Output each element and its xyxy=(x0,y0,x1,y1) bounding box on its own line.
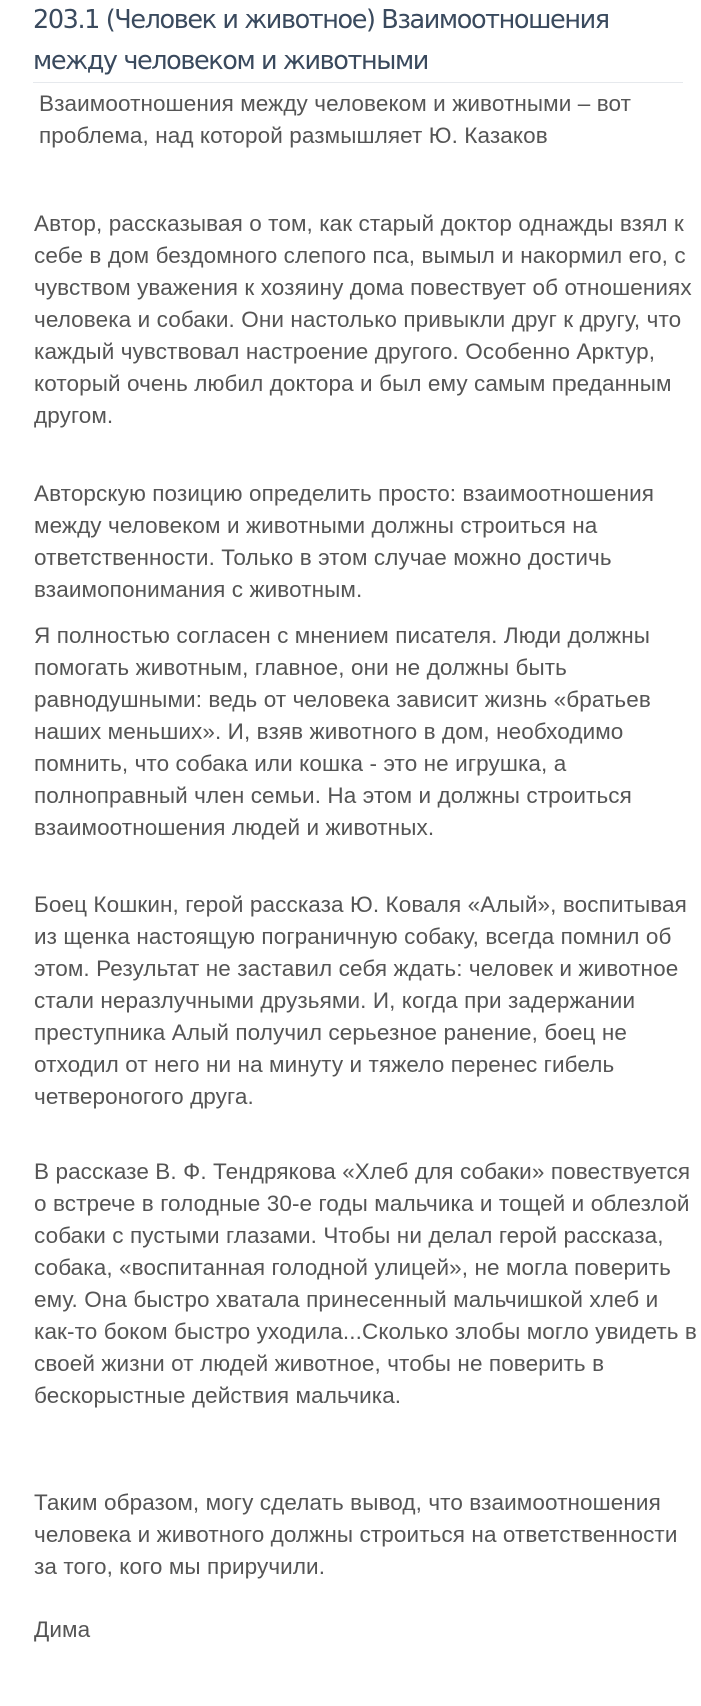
title-divider xyxy=(33,82,683,83)
article-intro: Взаимоотношения между человеком и животными – вот проблема, над которой размышляет Ю. Казаков xyxy=(39,91,632,148)
author-signature: Дима xyxy=(34,1617,91,1642)
paragraph-2: Авторскую позицию определить просто: взаимоотношения между человеком и животными должны строиться на ответственности. Только в этом случае можно достичь взаимопонимания с животным. xyxy=(34,481,655,602)
paragraph-6: Таким образом, могу сделать вывод, что взаимоотношения человека и животного должны строиться на ответственности за того, кого мы приручили. xyxy=(34,1490,678,1579)
paragraph-4: Боец Кошкин, герой рассказа Ю. Коваля «Алый», воспитывая из щенка настоящую пограничную собаку, всегда помнил об этом. Результат не заставил себя ждать: человек и животное стали неразлучными друзьями. И, когда при задержании преступника Алый получил серьезное ранение, боец не отходил от него ни на минуту и тяжело перенес гибель четвероногого друга. xyxy=(34,892,687,1109)
article-title: 203.1 (Человек и животное) Взаимоотношения между человеком и животными xyxy=(33,5,609,76)
paragraph-1: Автор, рассказывая о том, как старый доктор однажды взял к себе в дом бездомного слепого пса, вымыл и накормил его, с чувством уважения к хозяину дома повествует об отношениях человека и собаки. Они настолько привыкли друг к другу, что каждый чувствовал настроение другого. Особенно Арктур, который очень любил доктора и был ему самым преданным другом. xyxy=(34,211,692,428)
paragraph-3: Я полностью согласен с мнением писателя. Люди должны помогать животным, главное, они не должны быть равнодушными: ведь от человека зависит жизнь «братьев наших меньших». И, взяв животного в дом, необходимо помнить, что собака или кошка - это не игрушка, а полноправный член семьи. На этом и должны строиться взаимоотношения людей и животных. xyxy=(34,623,651,840)
paragraph-5: В рассказе В. Ф. Тендрякова «Хлеб для собаки» повествуется о встрече в голодные 30-е годы мальчика и тощей и облезлой собаки с пустыми глазами. Чтобы ни делал герой рассказа, собака, «воспитанная голодной улицей», не могла поверить ему. Она быстро хватала принесенный мальчишкой хлеб и как-то боком быстро уходила...Сколько злобы могло увидеть в своей жизни от людей животное, чтобы не поверить в бескорыстные действия мальчика. xyxy=(34,1159,697,1408)
